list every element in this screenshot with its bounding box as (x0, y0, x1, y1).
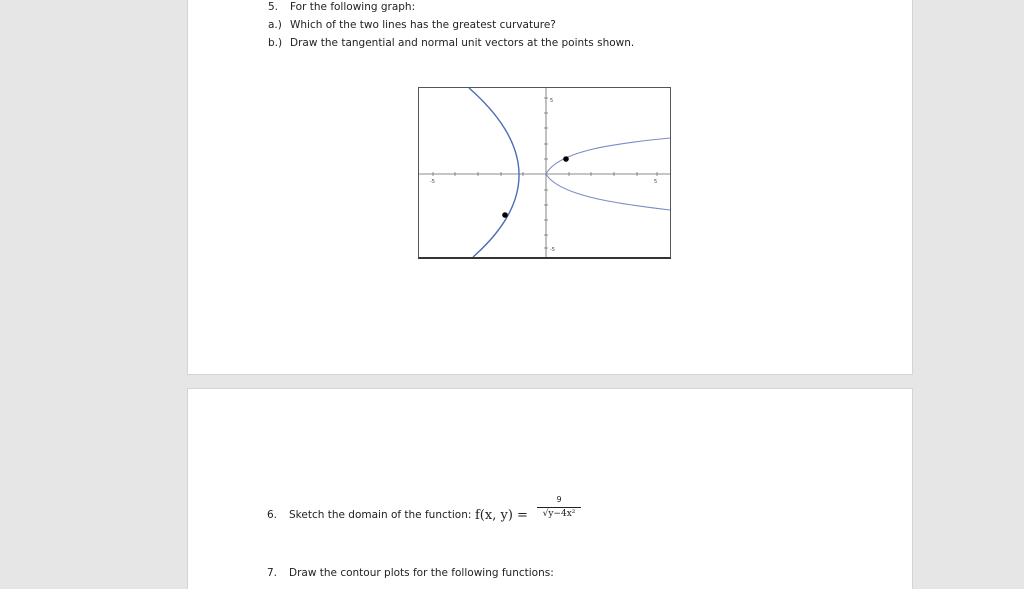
part-text: Which of the two lines has the greatest curvature? (290, 19, 556, 31)
problem-text: Draw the contour plots for the following functions: (289, 567, 554, 579)
problem-number: 6. (267, 509, 278, 521)
point-left-curve (502, 212, 508, 218)
problem-text: Sketch the domain of the function: (289, 509, 472, 521)
problem-5-part-b (268, 36, 634, 50)
problem-5-heading (268, 0, 415, 14)
problem-number: 5. (268, 1, 279, 13)
point-right-curve (563, 156, 569, 162)
problem-6-text (267, 508, 471, 522)
document-page-2 (187, 388, 913, 589)
problem-7-text (267, 566, 554, 580)
curve-graph (418, 87, 671, 259)
tick-label-x-right: 5 (654, 179, 658, 185)
part-label: b.) (268, 37, 283, 49)
tick-label-x-left: -5 (430, 179, 435, 185)
formula-denominator: √y−4x² (542, 509, 576, 519)
formula-numerator: 9 (556, 495, 562, 504)
problem-5-part-a (268, 18, 556, 32)
tick-label-y-top: 5 (550, 98, 554, 104)
fraction-bar (537, 507, 581, 508)
problem-text: For the following graph: (290, 1, 416, 13)
part-label: a.) (268, 19, 282, 31)
formula-fraction (537, 495, 581, 519)
graph-svg (419, 88, 670, 257)
left-curve (469, 88, 519, 257)
axis-ticks (433, 98, 657, 248)
problem-number: 7. (267, 567, 278, 579)
document-page-1 (187, 0, 913, 375)
formula-lhs: f(x, y) = (475, 508, 528, 523)
tick-label-y-bottom: -5 (550, 247, 555, 253)
part-text: Draw the tangential and normal unit vectors at the points shown. (290, 37, 635, 49)
